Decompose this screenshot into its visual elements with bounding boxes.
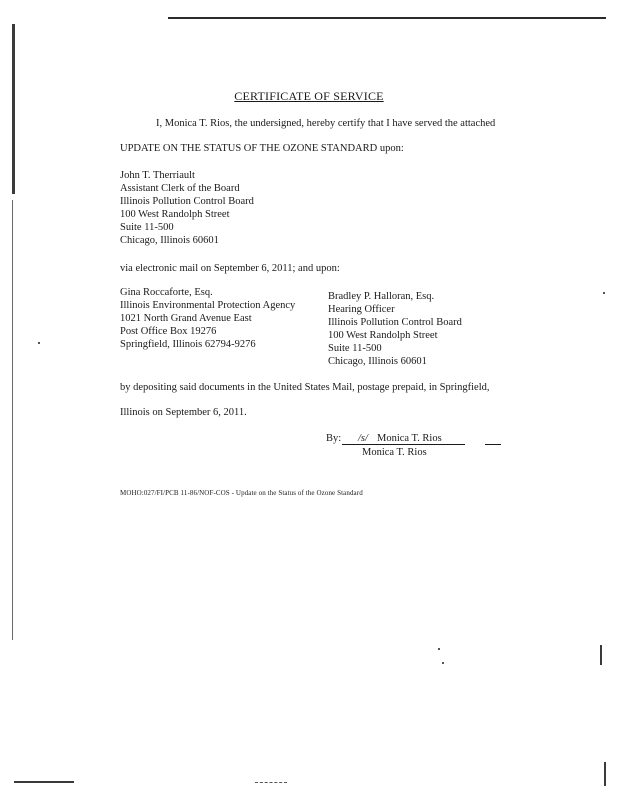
recipient-block-hearing-officer	[328, 290, 462, 368]
signature-trailing-dash	[485, 444, 501, 445]
scan-speck	[442, 662, 444, 664]
address-line: 100 West Randolph Street	[120, 209, 230, 220]
document-footer: MOHO:027/FI/PCB 11-86/NOF-COS - Update on the Status of the Ozone Standard	[120, 489, 363, 497]
recipient-block-clerk	[120, 169, 254, 247]
scan-artifact-right-mark	[600, 645, 602, 665]
scan-artifact-bottom-dots	[255, 782, 287, 784]
scan-artifact-bottom-line	[14, 781, 74, 783]
document-title: CERTIFICATE OF SERVICE	[234, 89, 384, 103]
scan-artifact-top-line	[168, 17, 606, 19]
address-line: Gina Roccaforte, Esq.	[120, 287, 213, 298]
address-line: Post Office Box 19276	[120, 326, 217, 337]
address-line: Springfield, Illinois 62794-9276	[120, 339, 256, 350]
deposit-line: by depositing said documents in the United States Mail, postage prepaid, in Springfield,	[120, 382, 490, 393]
address-line: Illinois Pollution Control Board	[120, 196, 254, 207]
address-line: Suite 11-500	[120, 222, 174, 233]
address-line: Assistant Clerk of the Board	[120, 183, 240, 194]
scan-speck	[438, 648, 440, 650]
address-line: Bradley P. Halloran, Esq.	[328, 291, 435, 302]
served-document-line: UPDATE ON THE STATUS OF THE OZONE STANDARD upon:	[120, 143, 404, 154]
scan-artifact-right-mark-lower	[604, 762, 606, 786]
scan-speck	[603, 292, 605, 294]
address-line: Illinois Pollution Control Board	[328, 317, 462, 328]
address-line: Suite 11-500	[328, 343, 382, 354]
signature-printed-name: Monica T. Rios	[362, 447, 427, 458]
signature-signed-name: Monica T. Rios	[377, 433, 442, 444]
signature-by-label: By:	[326, 433, 342, 444]
via-email-line: via electronic mail on September 6, 2011; and upon:	[120, 263, 340, 274]
scan-speck	[38, 342, 40, 344]
deposit-date-line: Illinois on September 6, 2011.	[120, 407, 247, 418]
address-line: Hearing Officer	[328, 304, 395, 315]
intro-line: I, Monica T. Rios, the undersigned, hereby certify that I have served the attached	[156, 118, 496, 129]
address-line: 1021 North Grand Avenue East	[120, 313, 252, 324]
address-line: John T. Therriault	[120, 170, 195, 181]
address-line: Chicago, Illinois 60601	[328, 356, 427, 367]
address-line: Chicago, Illinois 60601	[120, 235, 219, 246]
recipient-block-iepa	[120, 286, 295, 351]
scan-artifact-left-edge-faint	[12, 200, 13, 640]
signature-s-mark: /s/	[358, 433, 368, 444]
signature-underline	[342, 444, 465, 445]
scan-artifact-left-edge	[12, 24, 15, 194]
address-line: Illinois Environmental Protection Agency	[120, 300, 296, 311]
address-line: 100 West Randolph Street	[328, 330, 438, 341]
